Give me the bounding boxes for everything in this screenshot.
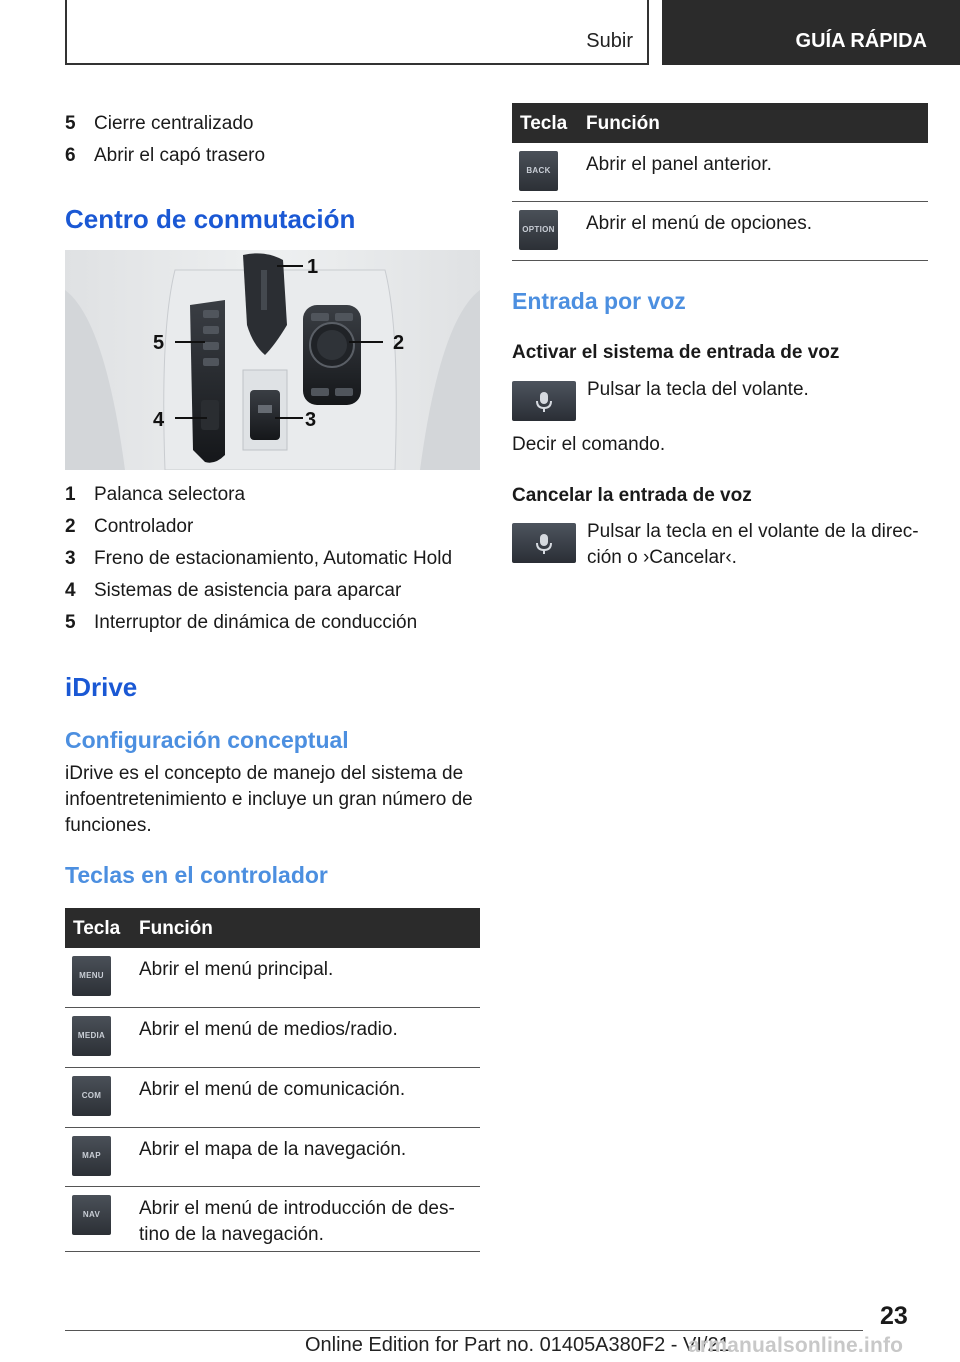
watermark: armanualsonline.info [688,1334,904,1357]
controller-keys-table-continued [512,103,928,261]
header-box [65,0,649,65]
voz-title: Entrada por voz [512,288,686,314]
center-console-figure [65,250,480,470]
idrive-title: iDrive [65,672,138,702]
microphone-icon [534,391,554,413]
figure-label-3: 3 [305,409,317,431]
cancelar-title: Cancelar la entrada de voz [512,485,752,506]
page-number: 23 [880,1302,908,1330]
decir-text: Decir el comando. [512,434,666,455]
controller-keys-table [65,908,480,1252]
table-row: MENU Abrir el menú principal. [65,948,480,1008]
map-key-icon: MAP [72,1136,111,1176]
figure-label-5: 5 [153,332,165,354]
section-tab[interactable] [662,0,960,65]
config-text: iDrive es el concepto de manejo del sistema de infoentretenimiento e incluye un gran número de funciones. [65,763,473,836]
table-row: NAV Abrir el menú de introducción de des-tino de la navegación. [65,1187,480,1252]
table-header: Tecla Función [65,908,480,948]
activar-title: Activar el sistema de entrada de voz [512,342,840,363]
config-title: Configuración conceptual [65,727,349,753]
table-row: COM Abrir el menú de comunicación. [65,1068,480,1128]
activar-text: Pulsar la tecla del volante. [587,379,809,400]
subir-link[interactable]: Subir [586,30,633,52]
edition-text: Online Edition for Part no. 01405A380F2 - VI/21 [305,1334,730,1356]
teclas-title: Teclas en el controlador [65,862,328,888]
table-row: OPTION Abrir el menú de opciones. [512,202,928,261]
figure-label-4: 4 [153,409,165,431]
microphone-icon [534,533,554,555]
menu-key-icon: MENU [72,956,111,996]
figure-label-1: 1 [307,256,319,278]
option-key-icon: OPTION [519,210,558,250]
figure-label-2: 2 [393,332,405,354]
table-header: Tecla Función [512,103,928,143]
center-console-illustration [65,250,480,470]
table-row: MEDIA Abrir el menú de medios/radio. [65,1008,480,1068]
voice-button-icon [512,381,576,421]
centro-title: Centro de conmutación [65,204,356,234]
cancelar-text: Pulsar la tecla en el volante de la direc-ción o ›Cancelar‹. [587,521,919,568]
back-key-icon: BACK [519,151,558,191]
table-row: MAP Abrir el mapa de la navegación. [65,1128,480,1187]
com-key-icon: COM [72,1076,111,1116]
table-row: BACK Abrir el panel anterior. [512,143,928,202]
media-key-icon: MEDIA [72,1016,111,1056]
nav-key-icon: NAV [72,1195,111,1235]
footer-divider [65,1330,863,1331]
section-tab-label: GUÍA RÁPIDA [795,30,927,52]
voice-button-icon [512,523,576,563]
